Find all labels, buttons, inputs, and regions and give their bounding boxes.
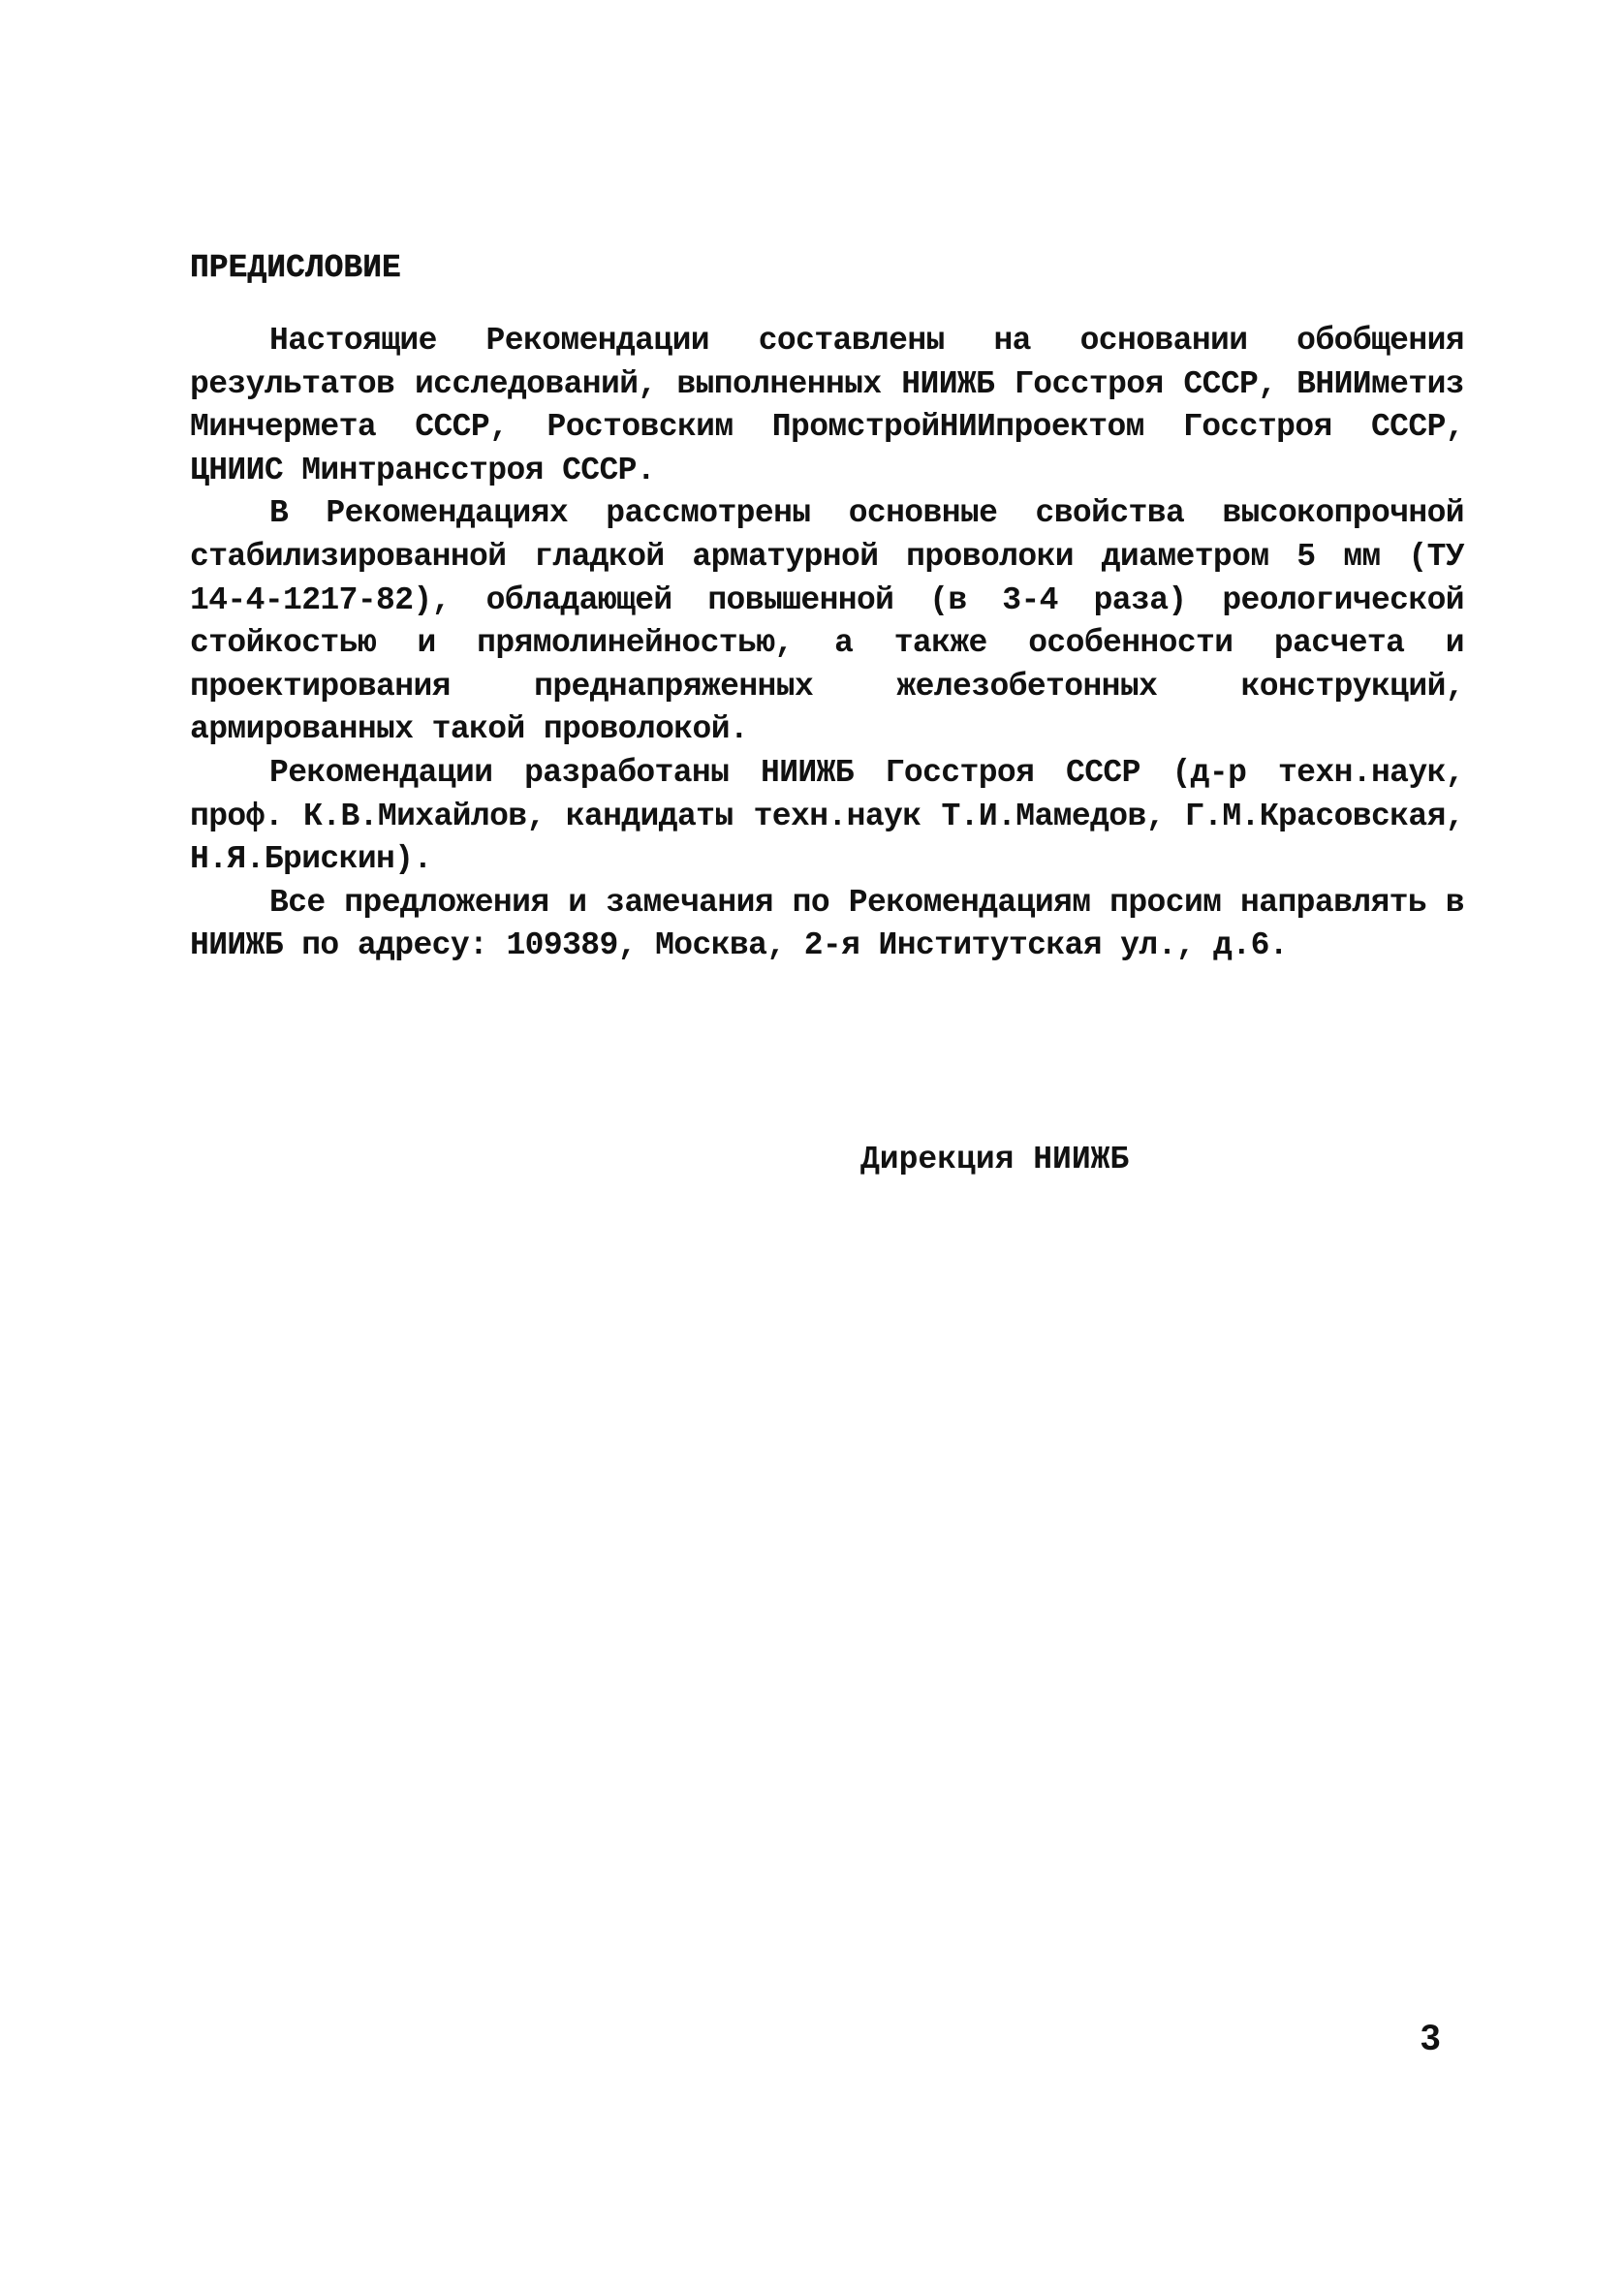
signature: Дирекция НИИЖБ [860, 1142, 1130, 1177]
paragraph-contact: Все предложения и замечания по Рекомендациям просим направлять в НИИЖБ по адресу: 109389, Москва, 2-я Институтская ул., д.6. [190, 884, 1464, 964]
paragraph-sources: Настоящие Рекомендации составлены на основании обобщения результатов исследований, выполненных НИИЖБ Госстроя СССР, ВНИИметиз Минчермета СССР, Ростовским ПромстройНИИпроектом Госстроя СССР, ЦНИИС Минтрансстроя СССР. [190, 323, 1464, 488]
paragraph-authors: Рекомендации разработаны НИИЖБ Госстроя СССР (д-р техн.наук, проф. К.В.Михайлов, кандидаты техн.наук Т.И.Мамедов, Г.М.Красовская, Н.Я.Брискин). [190, 754, 1464, 878]
paragraph-scope: В Рекомендациях рассмотрены основные свойства высокопрочной стабилизированной гладкой арматурной проволоки диаметром 5 мм (ТУ 14-4-1217-82), обладающей повышенной (в 3-4 раза) реологической стойкостью и прямолинейностью, а также особенности расчета и проектирования преднапряженных железобетонных конструкций, армированных такой проволокой. [190, 495, 1464, 748]
page-heading: ПРЕДИСЛОВИЕ [190, 250, 401, 286]
preface-body [190, 320, 1464, 968]
page-number: 3 [1421, 2018, 1441, 2057]
